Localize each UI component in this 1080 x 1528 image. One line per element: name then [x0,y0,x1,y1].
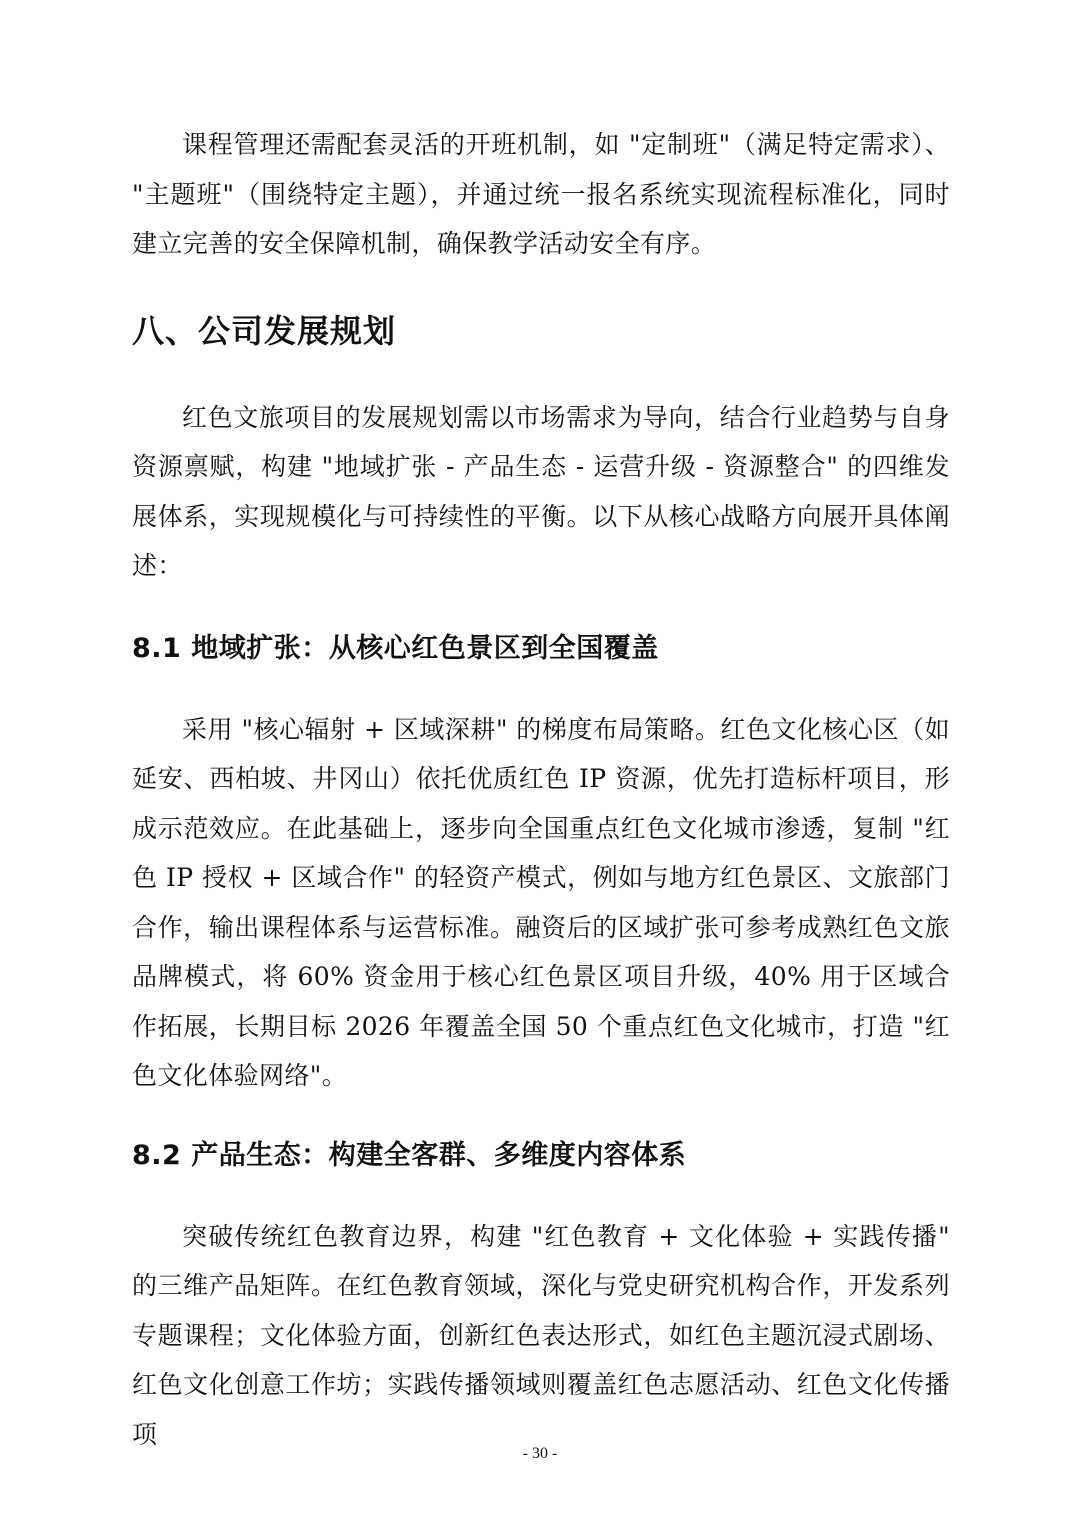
page-content [132,120,950,1459]
subsection-paragraph-8-2: 突破传统红色教育边界，构建 "红色教育 + 文化体验 + 实践传播" 的三维产品矩阵。在红色教育领域，深化与党史研究机构合作，开发系列专题课程；文化体验方面，创新红色表达形式，如红色主题沉浸式剧场、红色文化创意工作坊；实践传播领域则覆盖红色志愿活动、红色文化传播项 [132,1221,950,1449]
page-number: - 30 - [522,1445,558,1462]
intro-paragraph: 课程管理还需配套灵活的开班机制，如 "定制班"（满足特定需求）、 "主题班"（围绕特定主题），并通过统一报名系统实现流程标准化，同时建立完善的安全保障机制，确保教学活动安全有序。 [132,130,950,258]
subsection-heading-8-2: 8.2 产品生态：构建全客群、多维度内容体系 [132,1139,687,1171]
section-heading: 八、公司发展规划 [132,311,397,350]
subsection-heading-8-1: 8.1 地域扩张：从核心红色景区到全国覆盖 [132,632,659,664]
subsection-paragraph-8-1: 采用 "核心辐射 + 区域深耕" 的梯度布局策略。红色文化核心区（如延安、西柏坡、井冈山）依托优质红色 IP 资源，优先打造标杆项目，形成示范效应。在此基础上，逐步向全国重点红色文化城市渗透，复制 "红色 IP 授权 + 区域合作" 的轻资产模式，例如与地方红色景区、文旅部门合作，输出课程体系与运营标准。融资后的区域扩张可参考成熟红色文旅品牌模式，将 60% 资金用于核心红色景区项目升级，40% 用于区域合作拓展，长期目标 2026 年覆盖全国 50 个重点红色文化城市，打造 "红色文化体验网络"。 [132,714,950,1090]
section-paragraph: 红色文旅项目的发展规划需以市场需求为导向，结合行业趋势与自身资源禀赋，构建 "地域扩张 - 产品生态 - 运营升级 - 资源整合" 的四维发展体系，实现规模化与可持续性的平衡。以下从核心战略方向展开具体阐述： [132,402,950,580]
